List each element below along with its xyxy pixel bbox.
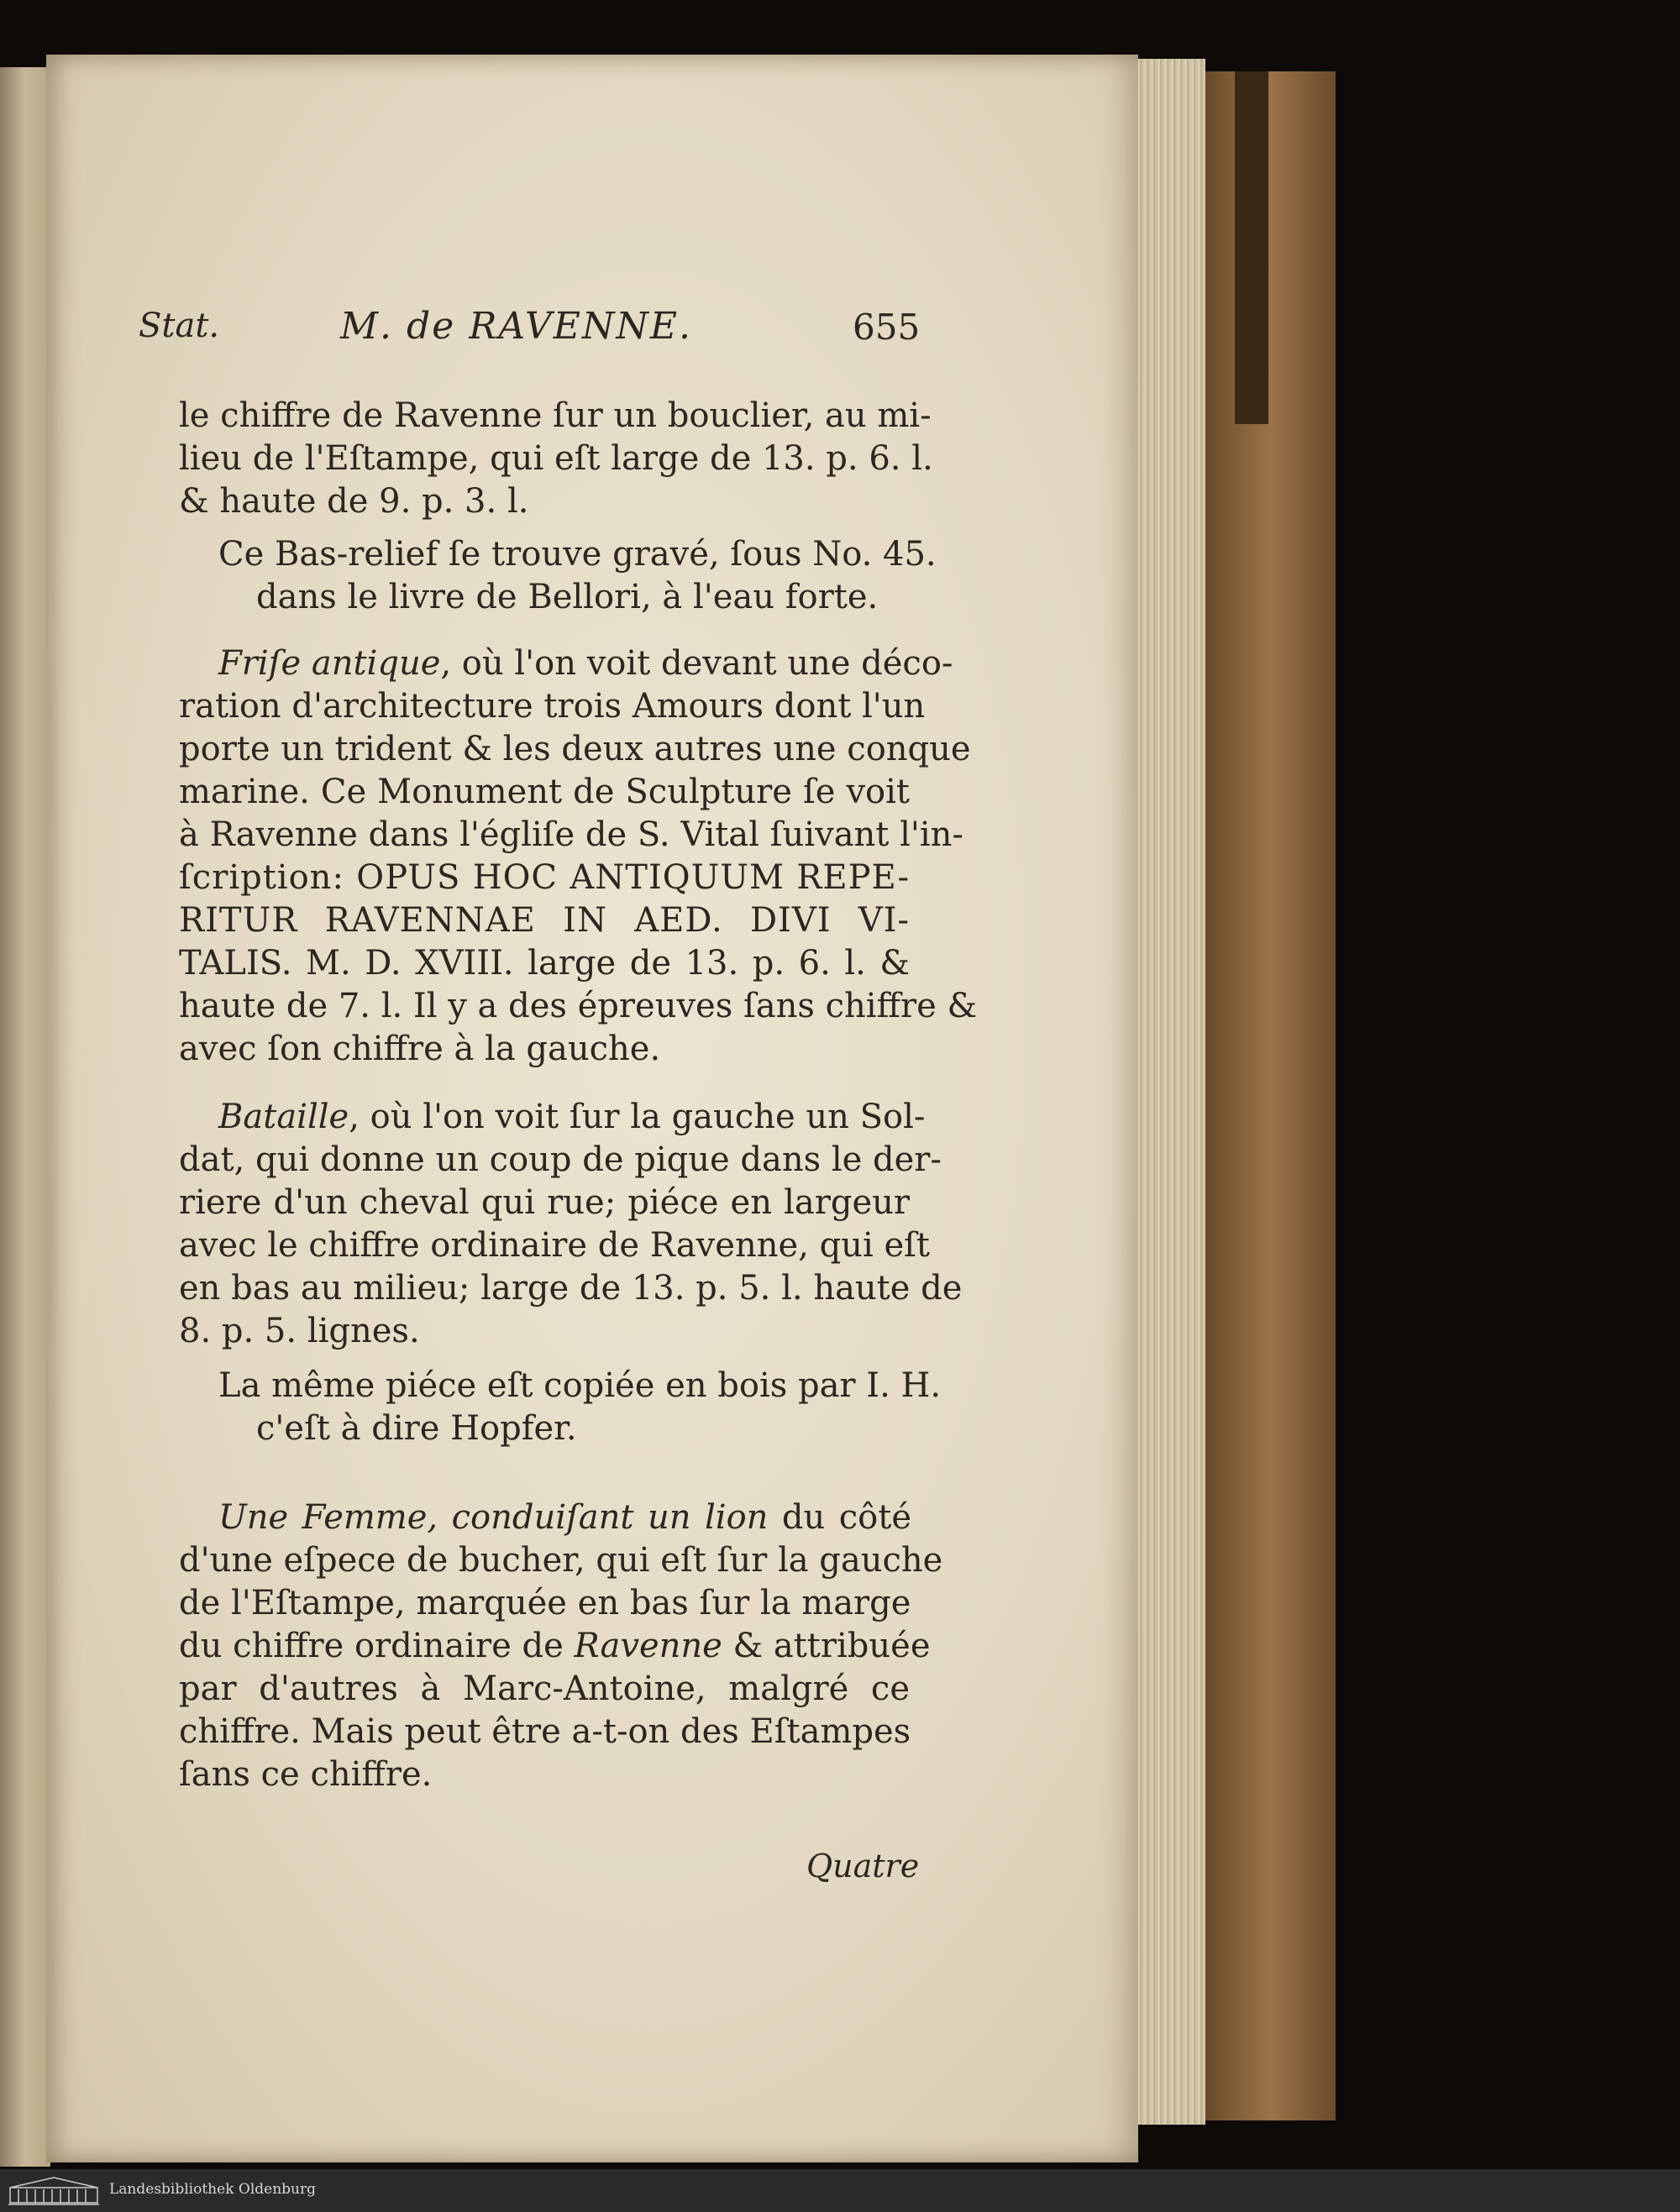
text-line: marine. Ce Monument de Sculpture ſe voit xyxy=(179,773,910,811)
text-line: ſcription: OPUS HOC ANTIQUUM REPE- xyxy=(179,858,910,897)
entry-text: du côté xyxy=(768,1498,911,1537)
text-line: avec le chiffre ordinaire de Ravenne, qui eſt xyxy=(179,1226,931,1265)
text-line: avec ſon chiffre à la gauche. xyxy=(179,1030,661,1068)
page-edges xyxy=(1130,59,1205,2125)
text-line: & haute de 9. p. 3. l. xyxy=(179,482,529,521)
text-line: en bas au milieu; large de 13. p. 5. l. haute de xyxy=(179,1269,963,1308)
text-line: porte un trident & les deux autres une conque xyxy=(179,730,971,768)
page-number: 655 xyxy=(853,307,921,348)
text-line: haute de 7. l. Il y a des épreuves ſans chiffre & xyxy=(179,987,978,1025)
note-line: c'eſt à dire Hopfer. xyxy=(256,1409,577,1448)
note-line: dans le livre de Bellori, à l'eau forte. xyxy=(256,578,879,616)
text-line: le chiffre de Ravenne ſur un bouclier, au mi- xyxy=(179,396,932,435)
text-line: à Ravenne dans l'égliſe de S. Vital ſuivant l'in- xyxy=(179,815,963,854)
previous-page-edge xyxy=(0,67,50,2167)
entry-text: , où l'on voit ſur la gauche un Sol- xyxy=(349,1098,926,1136)
text-line: riere d'un cheval qui rue; piéce en largeur xyxy=(179,1183,910,1222)
text-line: par d'autres à Marc-Antoine, malgré ce xyxy=(179,1669,910,1708)
library-name: Landesbibliothek Oldenburg xyxy=(109,2181,317,2198)
note-line: La même piéce eſt copiée en bois par I. H. xyxy=(218,1366,942,1405)
running-head-title: M. de RAVENNE. xyxy=(340,305,692,348)
text-line: ration d'architecture trois Amours dont l'un xyxy=(179,687,926,726)
entry-text: , où l'on voit devant une déco- xyxy=(440,644,953,683)
entry-title: Bataille xyxy=(218,1098,349,1136)
text-line: TALIS. M. D. XVIII. large de 13. p. 6. l. & xyxy=(179,944,910,983)
text-line: 8. p. 5. lignes. xyxy=(179,1312,420,1350)
italic-name: Ravenne xyxy=(574,1627,722,1665)
text-span: du chiffre ordinaire de xyxy=(179,1627,575,1665)
footer-bar xyxy=(0,2169,1680,2212)
text-span: & attribuée xyxy=(722,1627,931,1665)
text-line: ſans ce chiffre. xyxy=(179,1755,433,1794)
library-logo-icon xyxy=(7,2174,101,2206)
entry-title: Friſe antique xyxy=(218,644,441,683)
text-line: lieu de l'Eſtampe, qui eſt large de 13. p. 6. l. xyxy=(179,439,933,478)
text-line: d'une eſpece de bucher, qui eſt ſur la gauche xyxy=(179,1541,943,1580)
entry-first-line xyxy=(218,1497,911,1539)
running-head-left: Stat. xyxy=(139,307,220,345)
text-line: dat, qui donne un coup de pique dans le der- xyxy=(179,1140,942,1179)
note-line: Ce Bas-relief ſe trouve gravé, ſous No. 45. xyxy=(218,535,937,574)
text-line: de l'Eſtampe, marquée en bas ſur la marge xyxy=(179,1584,911,1622)
cover-damage xyxy=(1235,71,1268,424)
text-line xyxy=(179,1625,931,1668)
text-line: chiffre. Mais peut être a-t-on des Eſtampes xyxy=(179,1712,911,1751)
entry-first-line xyxy=(218,642,953,685)
book-page xyxy=(46,55,1138,2162)
catchword: Quatre xyxy=(806,1848,920,1884)
entry-title: Une Femme, conduiſant un lion xyxy=(218,1498,769,1537)
entry-first-line xyxy=(218,1096,926,1139)
text-line: RITUR RAVENNAE IN AED. DIVI VI- xyxy=(179,901,910,940)
